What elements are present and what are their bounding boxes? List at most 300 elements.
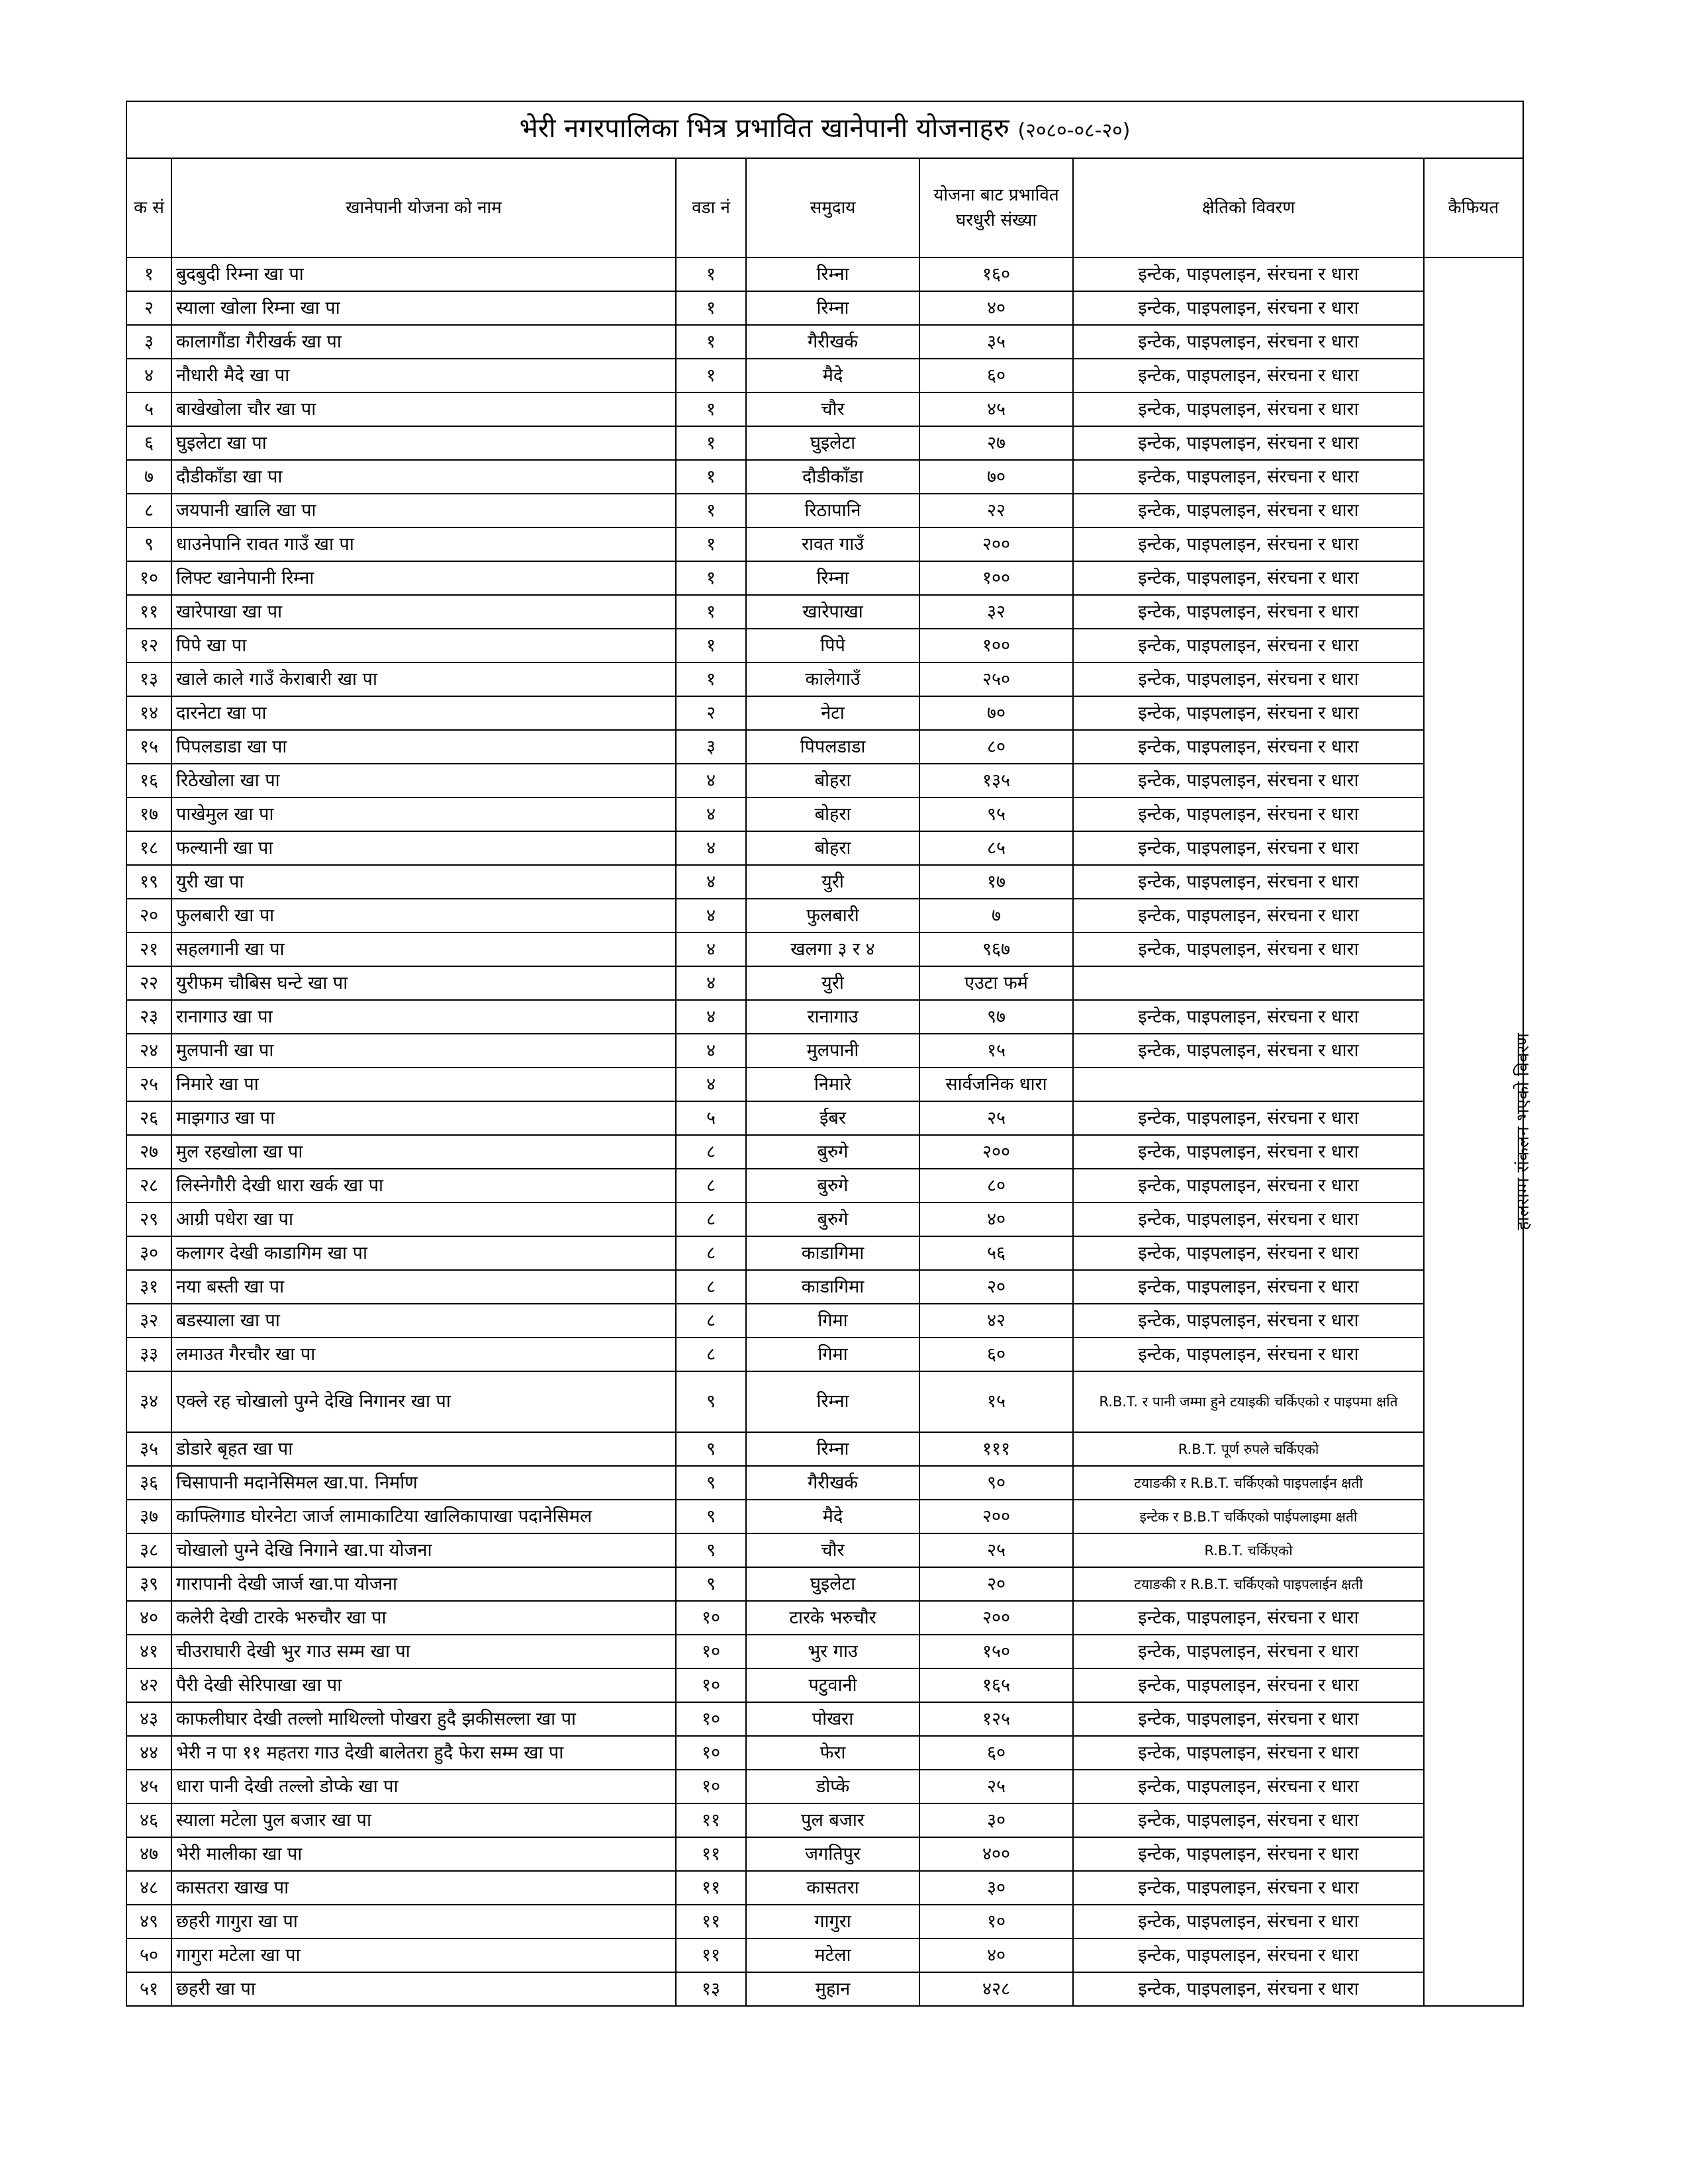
households-cell: २७	[919, 426, 1073, 460]
scheme-name-cell: युरीफम चौबिस घन्टे खा पा	[171, 966, 676, 1000]
ward-cell: ९	[676, 1567, 746, 1601]
damage-cell: इन्टेक, पाइपलाइन, संरचना र धारा	[1073, 831, 1424, 865]
scheme-name-cell: कालागौंडा गैरीखर्क खा पा	[171, 325, 676, 359]
scheme-name-cell: कासतरा खाख पा	[171, 1871, 676, 1905]
community-cell: पिपलडाडा	[746, 730, 919, 764]
community-cell: काडागिमा	[746, 1236, 919, 1270]
community-cell: रानागाउ	[746, 1000, 919, 1034]
damage-cell: इन्टेक, पाइपलाइन, संरचना र धारा	[1073, 1635, 1424, 1668]
households-cell: ६०	[919, 359, 1073, 392]
serial-cell: ३६	[126, 1466, 171, 1500]
households-cell: २५०	[919, 662, 1073, 696]
community-cell: रिम्ना	[746, 257, 919, 291]
community-cell: भुर गाउ	[746, 1635, 919, 1668]
community-cell: गिमा	[746, 1338, 919, 1371]
scheme-name-cell: भेरी न पा ११ महतरा गाउ देखी बालेतरा हुदै फेरा सम्म खा पा	[171, 1736, 676, 1770]
damage-cell: R.B.T. र पानी जम्मा हुने टयाइकी चर्किएको र पाइपमा क्षति	[1073, 1371, 1424, 1432]
community-cell: रिम्ना	[746, 1371, 919, 1432]
document-sheet	[126, 101, 1533, 2007]
damage-cell: इन्टेक, पाइपलाइन, संरचना र धारा	[1073, 291, 1424, 325]
damage-cell: इन्टेक, पाइपलाइन, संरचना र धारा	[1073, 696, 1424, 730]
damage-cell: इन्टेक, पाइपलाइन, संरचना र धारा	[1073, 494, 1424, 527]
households-cell: ५६	[919, 1236, 1073, 1270]
serial-cell: १३	[126, 662, 171, 696]
ward-cell: १	[676, 291, 746, 325]
community-cell: पुल बजार	[746, 1803, 919, 1837]
community-cell: गिमा	[746, 1304, 919, 1338]
households-cell: ८५	[919, 831, 1073, 865]
scheme-name-cell: बुदबुदी रिम्ना खा पा	[171, 257, 676, 291]
serial-cell: ३९	[126, 1567, 171, 1601]
damage-cell: इन्टेक, पाइपलाइन, संरचना र धारा	[1073, 1135, 1424, 1169]
scheme-name-cell: युरी खा पा	[171, 865, 676, 899]
serial-cell: २	[126, 291, 171, 325]
damage-cell: इन्टेक, पाइपलाइन, संरचना र धारा	[1073, 527, 1424, 561]
table-row	[126, 392, 1523, 426]
scheme-name-cell: दारनेटा खा पा	[171, 696, 676, 730]
table-row	[126, 291, 1523, 325]
serial-cell: ११	[126, 595, 171, 629]
community-cell: युरी	[746, 865, 919, 899]
community-cell: मुलपानी	[746, 1034, 919, 1068]
ward-cell: १०	[676, 1736, 746, 1770]
table-row	[126, 527, 1523, 561]
table-row	[126, 899, 1523, 933]
table-row	[126, 1000, 1523, 1034]
community-cell: मुहान	[746, 1972, 919, 2006]
community-cell: गैरीखर्क	[746, 325, 919, 359]
community-cell: काडागिमा	[746, 1270, 919, 1304]
scheme-name-cell: बडस्याला खा पा	[171, 1304, 676, 1338]
table-row	[126, 1533, 1523, 1567]
ward-cell: १०	[676, 1635, 746, 1668]
scheme-name-cell: निमारे खा पा	[171, 1068, 676, 1101]
damage-cell: इन्टेक, पाइपलाइन, संरचना र धारा	[1073, 460, 1424, 494]
table-row	[126, 1034, 1523, 1068]
header-remarks: कैफियत	[1424, 158, 1523, 257]
scheme-name-cell: लिस्नेगौरी देखी धारा खर्क खा पा	[171, 1169, 676, 1203]
serial-cell: ४७	[126, 1837, 171, 1871]
community-cell: बोहरा	[746, 831, 919, 865]
damage-cell: इन्टेक, पाइपलाइन, संरचना र धारा	[1073, 1837, 1424, 1871]
serial-cell: ४	[126, 359, 171, 392]
damage-cell: इन्टेक, पाइपलाइन, संरचना र धारा	[1073, 764, 1424, 797]
ward-cell: १	[676, 392, 746, 426]
ward-cell: ४	[676, 865, 746, 899]
scheme-name-cell: डोडारे बृहत खा पा	[171, 1432, 676, 1466]
table-row	[126, 426, 1523, 460]
ward-cell: ४	[676, 1000, 746, 1034]
serial-cell: २२	[126, 966, 171, 1000]
table-row	[126, 865, 1523, 899]
ward-cell: २	[676, 696, 746, 730]
damage-cell: इन्टेक, पाइपलाइन, संरचना र धारा	[1073, 1668, 1424, 1702]
damage-cell: इन्टेक, पाइपलाइन, संरचना र धारा	[1073, 426, 1424, 460]
serial-cell: ४८	[126, 1871, 171, 1905]
ward-cell: ८	[676, 1203, 746, 1236]
ward-cell: ९	[676, 1500, 746, 1533]
scheme-name-cell: कलेरी देखी टारके भरुचौर खा पा	[171, 1601, 676, 1635]
damage-cell: टयाङकी र R.B.T. चर्किएको पाइपलाईन क्षती	[1073, 1466, 1424, 1500]
ward-cell: १	[676, 662, 746, 696]
table-row	[126, 1905, 1523, 1938]
table-row	[126, 933, 1523, 966]
table-row	[126, 1432, 1523, 1466]
community-cell: मटेला	[746, 1938, 919, 1972]
scheme-name-cell: पिपे खा पा	[171, 629, 676, 662]
community-cell: चौर	[746, 1533, 919, 1567]
ward-cell: ११	[676, 1871, 746, 1905]
households-cell: ९६७	[919, 933, 1073, 966]
serial-cell: ६	[126, 426, 171, 460]
scheme-name-cell: मुलपानी खा पा	[171, 1034, 676, 1068]
damage-cell: इन्टेक, पाइपलाइन, संरचना र धारा	[1073, 1236, 1424, 1270]
table-row	[126, 1770, 1523, 1803]
scheme-name-cell: काफलीघार देखी तल्लो माथिल्लो पोखरा हुदै झकीसल्ला खा पा	[171, 1702, 676, 1736]
table-row	[126, 561, 1523, 595]
ward-cell: ४	[676, 1068, 746, 1101]
serial-cell: २६	[126, 1101, 171, 1135]
scheme-name-cell: लिफ्ट खानेपानी रिम्ना	[171, 561, 676, 595]
serial-cell: १४	[126, 696, 171, 730]
community-cell: मैदे	[746, 359, 919, 392]
ward-cell: ८	[676, 1304, 746, 1338]
households-cell: ४०	[919, 1938, 1073, 1972]
damage-cell: इन्टेक, पाइपलाइन, संरचना र धारा	[1073, 662, 1424, 696]
damage-cell: इन्टेक, पाइपलाइन, संरचना र धारा	[1073, 1702, 1424, 1736]
households-cell: ९५	[919, 797, 1073, 831]
households-cell: १०	[919, 1905, 1073, 1938]
damage-cell: इन्टेक, पाइपलाइन, संरचना र धारा	[1073, 1770, 1424, 1803]
households-cell: ४००	[919, 1837, 1073, 1871]
scheme-name-cell: पिपलडाडा खा पा	[171, 730, 676, 764]
serial-cell: ४६	[126, 1803, 171, 1837]
scheme-name-cell: धाउनेपानि रावत गाउँ खा पा	[171, 527, 676, 561]
community-cell: बोहरा	[746, 797, 919, 831]
scheme-name-cell: खारेपाखा खा पा	[171, 595, 676, 629]
community-cell: रिठापानि	[746, 494, 919, 527]
serial-cell: २५	[126, 1068, 171, 1101]
community-cell: खारेपाखा	[746, 595, 919, 629]
serial-cell: ४३	[126, 1702, 171, 1736]
damage-cell: इन्टेक, पाइपलाइन, संरचना र धारा	[1073, 392, 1424, 426]
damage-cell: इन्टेक, पाइपलाइन, संरचना र धारा	[1073, 865, 1424, 899]
scheme-name-cell: रानागाउ खा पा	[171, 1000, 676, 1034]
serial-cell: ४१	[126, 1635, 171, 1668]
damage-cell: इन्टेक, पाइपलाइन, संरचना र धारा	[1073, 1203, 1424, 1236]
ward-cell: ४	[676, 797, 746, 831]
community-cell: निमारे	[746, 1068, 919, 1101]
households-cell: १११	[919, 1432, 1073, 1466]
serial-cell: १२	[126, 629, 171, 662]
damage-cell: इन्टेक, पाइपलाइन, संरचना र धारा	[1073, 1938, 1424, 1972]
scheme-name-cell: स्याला खोला रिम्ना खा पा	[171, 291, 676, 325]
table-row	[126, 1635, 1523, 1668]
community-cell: कासतरा	[746, 1871, 919, 1905]
households-cell: सार्वजनिक धारा	[919, 1068, 1073, 1101]
serial-cell: १	[126, 257, 171, 291]
damage-cell: इन्टेक, पाइपलाइन, संरचना र धारा	[1073, 899, 1424, 933]
community-cell: नेटा	[746, 696, 919, 730]
table-row	[126, 1169, 1523, 1203]
serial-cell: १६	[126, 764, 171, 797]
serial-cell: ५१	[126, 1972, 171, 2006]
households-cell: ७०	[919, 460, 1073, 494]
households-cell: २०	[919, 1567, 1073, 1601]
ward-cell: ४	[676, 933, 746, 966]
households-cell: ६०	[919, 1338, 1073, 1371]
households-cell: १६०	[919, 257, 1073, 291]
ward-cell: १	[676, 527, 746, 561]
households-cell: २२	[919, 494, 1073, 527]
serial-cell: १९	[126, 865, 171, 899]
ward-cell: १	[676, 359, 746, 392]
scheme-name-cell: फल्यानी खा पा	[171, 831, 676, 865]
ward-cell: ४	[676, 1034, 746, 1068]
community-cell: मैदे	[746, 1500, 919, 1533]
ward-cell: ३	[676, 730, 746, 764]
table-row	[126, 1135, 1523, 1169]
damage-cell	[1073, 966, 1424, 1000]
ward-cell: १	[676, 629, 746, 662]
damage-cell: इन्टेक, पाइपलाइन, संरचना र धारा	[1073, 1803, 1424, 1837]
ward-cell: १०	[676, 1702, 746, 1736]
households-cell: १६५	[919, 1668, 1073, 1702]
scheme-name-cell: चिसापानी मदानेसिमल खा.पा. निर्माण	[171, 1466, 676, 1500]
community-cell: फेरा	[746, 1736, 919, 1770]
households-cell: १३५	[919, 764, 1073, 797]
community-cell: रिम्ना	[746, 1432, 919, 1466]
table-row	[126, 325, 1523, 359]
scheme-name-cell: पैरी देखी सेरिपाखा खा पा	[171, 1668, 676, 1702]
serial-cell: ३७	[126, 1500, 171, 1533]
table-row	[126, 1236, 1523, 1270]
damage-cell: R.B.T. पूर्ण रुपले चर्किएको	[1073, 1432, 1424, 1466]
households-cell: २५	[919, 1101, 1073, 1135]
water-schemes-table	[126, 101, 1533, 2007]
table-row	[126, 1068, 1523, 1101]
community-cell: फुलबारी	[746, 899, 919, 933]
damage-cell: इन्टेक, पाइपलाइन, संरचना र धारा	[1073, 1601, 1424, 1635]
ward-cell: १	[676, 460, 746, 494]
scheme-name-cell: सहलगानी खा पा	[171, 933, 676, 966]
scheme-name-cell: छहरी खा पा	[171, 1972, 676, 2006]
households-cell: ३०	[919, 1871, 1073, 1905]
table-row	[126, 1304, 1523, 1338]
serial-cell: १७	[126, 797, 171, 831]
scheme-name-cell: नया बस्ती खा पा	[171, 1270, 676, 1304]
ward-cell: ८	[676, 1270, 746, 1304]
ward-cell: ११	[676, 1938, 746, 1972]
damage-cell: टयाङकी र R.B.T. चर्किएको पाइपलाईन क्षती	[1073, 1567, 1424, 1601]
damage-cell: इन्टेक, पाइपलाइन, संरचना र धारा	[1073, 1304, 1424, 1338]
ward-cell: ४	[676, 764, 746, 797]
scheme-name-cell: बाखेखोला चौर खा पा	[171, 392, 676, 426]
community-cell: ईबर	[746, 1101, 919, 1135]
community-cell: रिम्ना	[746, 291, 919, 325]
households-cell: ७	[919, 899, 1073, 933]
serial-cell: ४९	[126, 1905, 171, 1938]
table-row	[126, 797, 1523, 831]
damage-cell: इन्टेक, पाइपलाइन, संरचना र धारा	[1073, 1101, 1424, 1135]
ward-cell: ९	[676, 1466, 746, 1500]
header-community: समुदाय	[746, 158, 919, 257]
households-cell: ३५	[919, 325, 1073, 359]
table-row	[126, 1871, 1523, 1905]
damage-cell: इन्टेक, पाइपलाइन, संरचना र धारा	[1073, 1338, 1424, 1371]
households-cell: ९०	[919, 1466, 1073, 1500]
scheme-name-cell: दौडीकाँडा खा पा	[171, 460, 676, 494]
households-cell: १२५	[919, 1702, 1073, 1736]
ward-cell: १०	[676, 1770, 746, 1803]
document-title: भेरी नगरपालिका भित्र प्रभावित खानेपानी योजनाहरु	[519, 113, 1009, 144]
table-row	[126, 1500, 1523, 1533]
damage-cell: इन्टेक, पाइपलाइन, संरचना र धारा	[1073, 1972, 1424, 2006]
serial-cell: ४४	[126, 1736, 171, 1770]
table-row	[126, 1203, 1523, 1236]
community-cell: रिम्ना	[746, 561, 919, 595]
community-cell: घुइलेटा	[746, 1567, 919, 1601]
table-header-row	[126, 158, 1523, 257]
table-row	[126, 966, 1523, 1000]
header-damage: क्षेतिको विवरण	[1073, 158, 1424, 257]
scheme-name-cell: स्याला मटेला पुल बजार खा पा	[171, 1803, 676, 1837]
serial-cell: २१	[126, 933, 171, 966]
table-body	[126, 257, 1533, 2006]
serial-cell: ३५	[126, 1432, 171, 1466]
households-cell: ८०	[919, 1169, 1073, 1203]
ward-cell: ९	[676, 1533, 746, 1567]
households-cell: १००	[919, 561, 1073, 595]
serial-cell: ३१	[126, 1270, 171, 1304]
scheme-name-cell: छहरी गागुरा खा पा	[171, 1905, 676, 1938]
ward-cell: ९	[676, 1371, 746, 1432]
community-cell: गैरीखर्क	[746, 1466, 919, 1500]
scheme-name-cell: नौधारी मैदे खा पा	[171, 359, 676, 392]
households-cell: २००	[919, 1500, 1073, 1533]
ward-cell: ११	[676, 1837, 746, 1871]
ward-cell: ९	[676, 1432, 746, 1466]
table-row	[126, 629, 1523, 662]
households-cell: १५	[919, 1371, 1073, 1432]
households-cell: २००	[919, 1135, 1073, 1169]
damage-cell: इन्टेक, पाइपलाइन, संरचना र धारा	[1073, 1871, 1424, 1905]
households-cell: १५०	[919, 1635, 1073, 1668]
ward-cell: ८	[676, 1236, 746, 1270]
households-cell: २०	[919, 1270, 1073, 1304]
community-cell: पिपे	[746, 629, 919, 662]
serial-cell: ५०	[126, 1938, 171, 1972]
community-cell: रावत गाउँ	[746, 527, 919, 561]
serial-cell: ३४	[126, 1371, 171, 1432]
households-cell: २००	[919, 527, 1073, 561]
table-row	[126, 1338, 1523, 1371]
households-cell: ४०	[919, 291, 1073, 325]
serial-cell: १८	[126, 831, 171, 865]
table-row	[126, 1567, 1523, 1601]
households-cell: एउटा फर्म	[919, 966, 1073, 1000]
ward-cell: १	[676, 257, 746, 291]
community-cell: टारके भरुचौर	[746, 1601, 919, 1635]
serial-cell: ९	[126, 527, 171, 561]
damage-cell: इन्टेक, पाइपलाइन, संरचना र धारा	[1073, 1169, 1424, 1203]
damage-cell: इन्टेक, पाइपलाइन, संरचना र धारा	[1073, 933, 1424, 966]
table-row	[126, 1101, 1523, 1135]
households-cell: २५	[919, 1770, 1073, 1803]
table-row	[126, 494, 1523, 527]
ward-cell: १०	[676, 1601, 746, 1635]
households-cell: १५	[919, 1034, 1073, 1068]
serial-cell: २३	[126, 1000, 171, 1034]
scheme-name-cell: चीउराघारी देखी भुर गाउ सम्म खा पा	[171, 1635, 676, 1668]
community-cell: दौडीकाँडा	[746, 460, 919, 494]
ward-cell: १०	[676, 1668, 746, 1702]
table-row	[126, 662, 1523, 696]
community-cell: खलगा ३ र ४	[746, 933, 919, 966]
scheme-name-cell: गागुरा मटेला खा पा	[171, 1938, 676, 1972]
ward-cell: १३	[676, 1972, 746, 2006]
serial-cell: १०	[126, 561, 171, 595]
households-cell: ६०	[919, 1736, 1073, 1770]
damage-cell: इन्टेक, पाइपलाइन, संरचना र धारा	[1073, 730, 1424, 764]
scheme-name-cell: फुलबारी खा पा	[171, 899, 676, 933]
serial-cell: ३२	[126, 1304, 171, 1338]
ward-cell: १	[676, 494, 746, 527]
community-cell: घुइलेटा	[746, 426, 919, 460]
community-cell: पोखरा	[746, 1702, 919, 1736]
serial-cell: ४५	[126, 1770, 171, 1803]
damage-cell: इन्टेक, पाइपलाइन, संरचना र धारा	[1073, 1034, 1424, 1068]
community-cell: डोप्के	[746, 1770, 919, 1803]
table-row	[126, 1601, 1523, 1635]
table-row	[126, 730, 1523, 764]
community-cell: पटुवानी	[746, 1668, 919, 1702]
households-cell: ४०	[919, 1203, 1073, 1236]
ward-cell: ११	[676, 1803, 746, 1837]
damage-cell: इन्टेक, पाइपलाइन, संरचना र धारा	[1073, 629, 1424, 662]
table-row	[126, 696, 1523, 730]
table-row	[126, 1736, 1523, 1770]
serial-cell: ३	[126, 325, 171, 359]
table-row	[126, 359, 1523, 392]
scheme-name-cell: कलागर देखी काडागिम खा पा	[171, 1236, 676, 1270]
serial-cell: २०	[126, 899, 171, 933]
households-cell: ४२	[919, 1304, 1073, 1338]
table-row	[126, 1668, 1523, 1702]
households-cell: २००	[919, 1601, 1073, 1635]
table-row	[126, 257, 1523, 291]
ward-cell: १	[676, 426, 746, 460]
damage-cell: इन्टेक, पाइपलाइन, संरचना र धारा	[1073, 1270, 1424, 1304]
ward-cell: १	[676, 595, 746, 629]
households-cell: ४५	[919, 392, 1073, 426]
header-households: योजना बाट प्रभावित घरधुरी संख्या	[919, 158, 1073, 257]
ward-cell: ८	[676, 1135, 746, 1169]
table-row	[126, 595, 1523, 629]
damage-cell: इन्टेक, पाइपलाइन, संरचना र धारा	[1073, 1736, 1424, 1770]
table-row	[126, 764, 1523, 797]
ward-cell: ४	[676, 899, 746, 933]
scheme-name-cell: गारापानी देखी जार्ज खा.पा योजना	[171, 1567, 676, 1601]
scheme-name-cell: धारा पानी देखी तल्लो डोप्के खा पा	[171, 1770, 676, 1803]
scheme-name-cell: लमाउत गैरचौर खा पा	[171, 1338, 676, 1371]
ward-cell: ४	[676, 966, 746, 1000]
table-row	[126, 1371, 1523, 1432]
ward-cell: ११	[676, 1905, 746, 1938]
community-cell: गागुरा	[746, 1905, 919, 1938]
damage-cell: इन्टेक, पाइपलाइन, संरचना र धारा	[1073, 325, 1424, 359]
document-date: (२०८०-०८-२०)	[1017, 119, 1131, 142]
